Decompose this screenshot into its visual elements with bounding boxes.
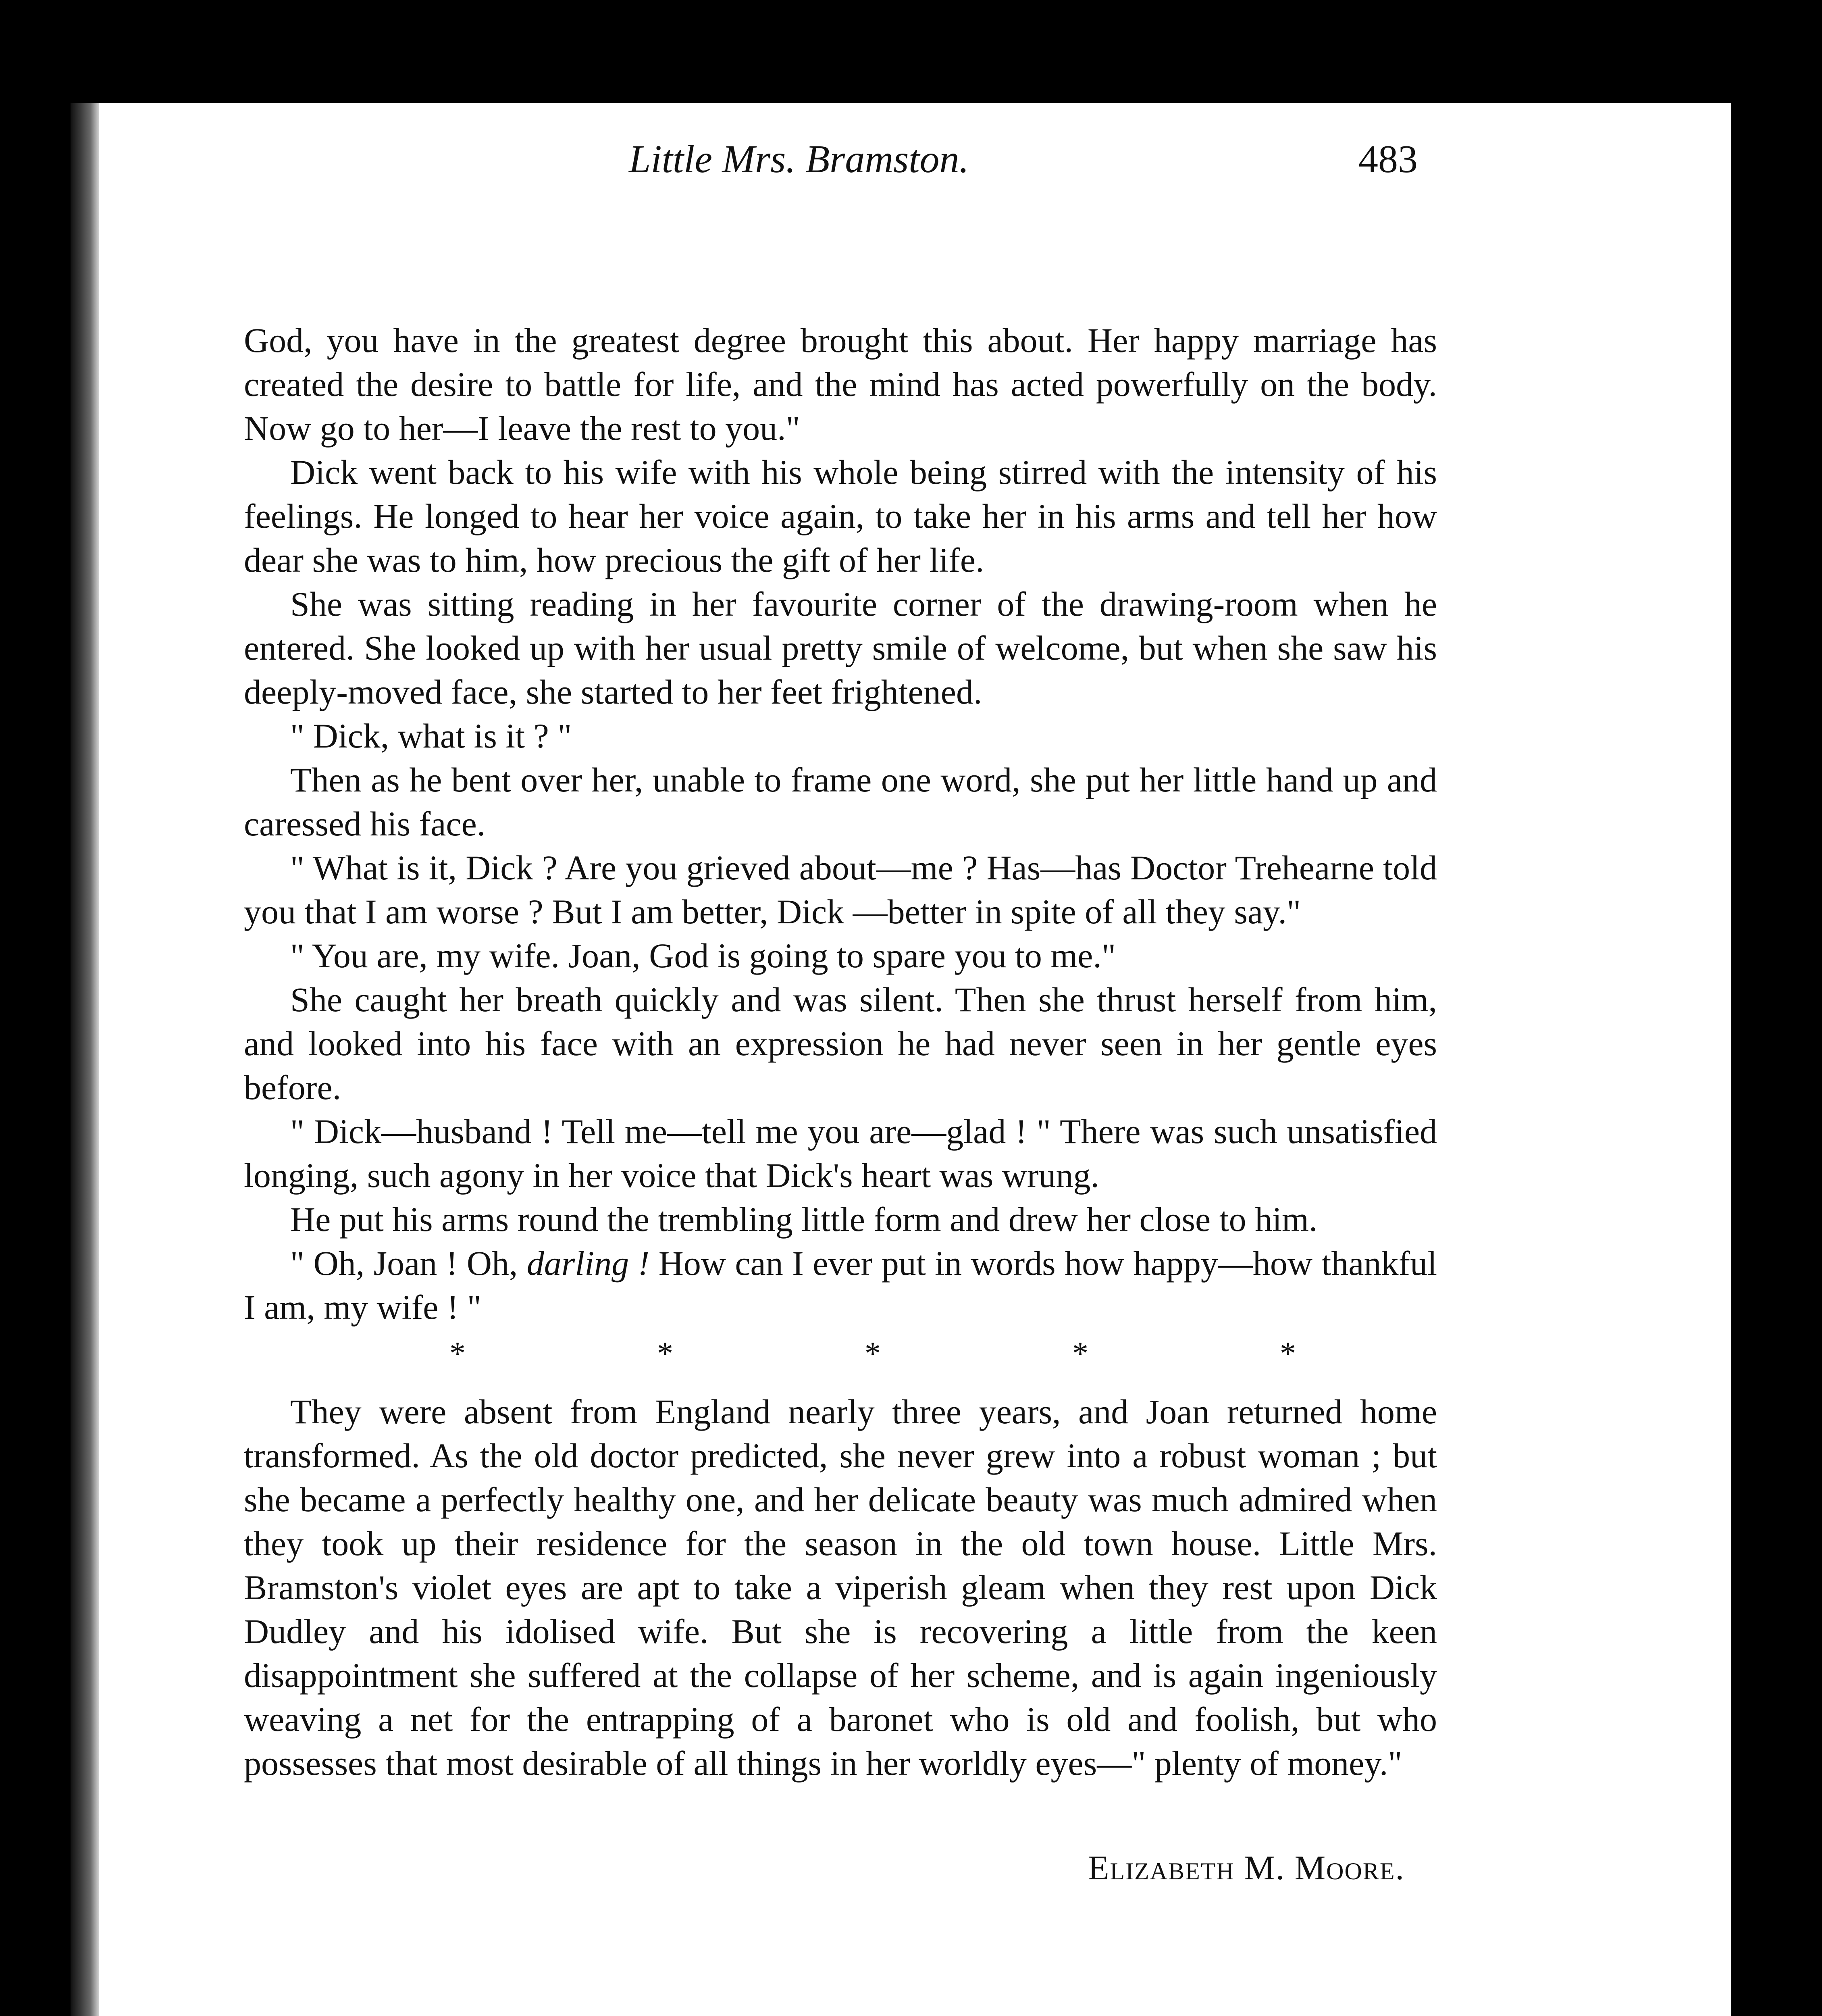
paragraph: " Dick—husband ! Tell me—tell me you are—glad ! " There was such unsatisfied longing, such agony in her voice that Dick's heart was wrung. bbox=[244, 1112, 1437, 1195]
asterisk: * bbox=[449, 1336, 466, 1371]
asterisk: * bbox=[865, 1336, 881, 1371]
asterisk: * bbox=[1072, 1336, 1088, 1371]
paragraph: Dick went back to his wife with his whole being stirred with the intensity of his feelings. He longed to hear her voice again, to take her in his arms and tell her how dear she was to him, how precious the gift of her life. bbox=[244, 453, 1437, 579]
paragraph: God, you have in the greatest degree brought this about. Her happy marriage has created the desire to battle for life, and the mind has acted powerfully on the body. Now go to her—I leave the rest to you." bbox=[244, 321, 1437, 448]
darling-text-after: How can I ever put in words how happy—how thankful I am, my wife ! " bbox=[244, 1244, 1437, 1327]
paragraph: " You are, my wife. Joan, God is going to spare you to me." bbox=[290, 936, 1116, 975]
running-header bbox=[0, 133, 1822, 194]
paragraph: She was sitting reading in her favourite corner of the drawing-room when he entered. She looked up with her usual pretty smile of welcome, but when she saw his deeply-moved face, she started to her feet frightened. bbox=[244, 585, 1437, 711]
asterisk: * bbox=[1280, 1336, 1296, 1371]
section-break bbox=[449, 1333, 1296, 1374]
paragraph: " What is it, Dick ? Are you grieved about—me ? Has—has Doctor Trehearne told you that I am worse ? But I am better, Dick —better in spite of all they say." bbox=[244, 848, 1437, 931]
story-text bbox=[244, 319, 1437, 1890]
paragraph: She caught her breath quickly and was silent. Then she thrust herself from him, and looked into his face with an expression he had never seen in her gentle eyes before. bbox=[244, 980, 1437, 1107]
paragraph-darling bbox=[244, 1241, 1437, 1329]
darling-text-before: " Oh, Joan ! Oh, bbox=[290, 1244, 527, 1283]
paragraph: Then as he bent over her, unable to frame one word, she put her little hand up and caressed his face. bbox=[244, 760, 1437, 843]
paragraph: " Dick, what is it ? " bbox=[290, 716, 572, 755]
paragraph: He put his arms round the trembling little form and drew her close to him. bbox=[290, 1200, 1318, 1239]
page-binding-edge bbox=[71, 103, 99, 2016]
asterisk: * bbox=[657, 1336, 673, 1371]
author-signature: Elizabeth M. Moore. bbox=[1088, 1848, 1405, 1887]
running-title: Little Mrs. Bramston. bbox=[629, 137, 969, 181]
darling-emphasis: darling ! bbox=[526, 1244, 650, 1283]
final-paragraph: They were absent from England nearly three years, and Joan returned home transformed. As the old doctor predicted, she never grew into a robust woman ; but she became a perfectly healthy one, and her delicate beauty was much admired when they took up their residence for the season in the old town house. Little Mrs. Bramston's violet eyes are apt to take a viperish gleam when they rest upon Dick Dudley and his idolised wife. But she is recovering a little from the keen disappointment she suffered at the collapse of her scheme, and is again ingeniously weaving a net for the entrapping of a baronet who is old and foolish, but who possesses that most desirable of all things in her worldly eyes—" plenty of money." bbox=[244, 1392, 1437, 1783]
page-number: 483 bbox=[1358, 137, 1418, 181]
